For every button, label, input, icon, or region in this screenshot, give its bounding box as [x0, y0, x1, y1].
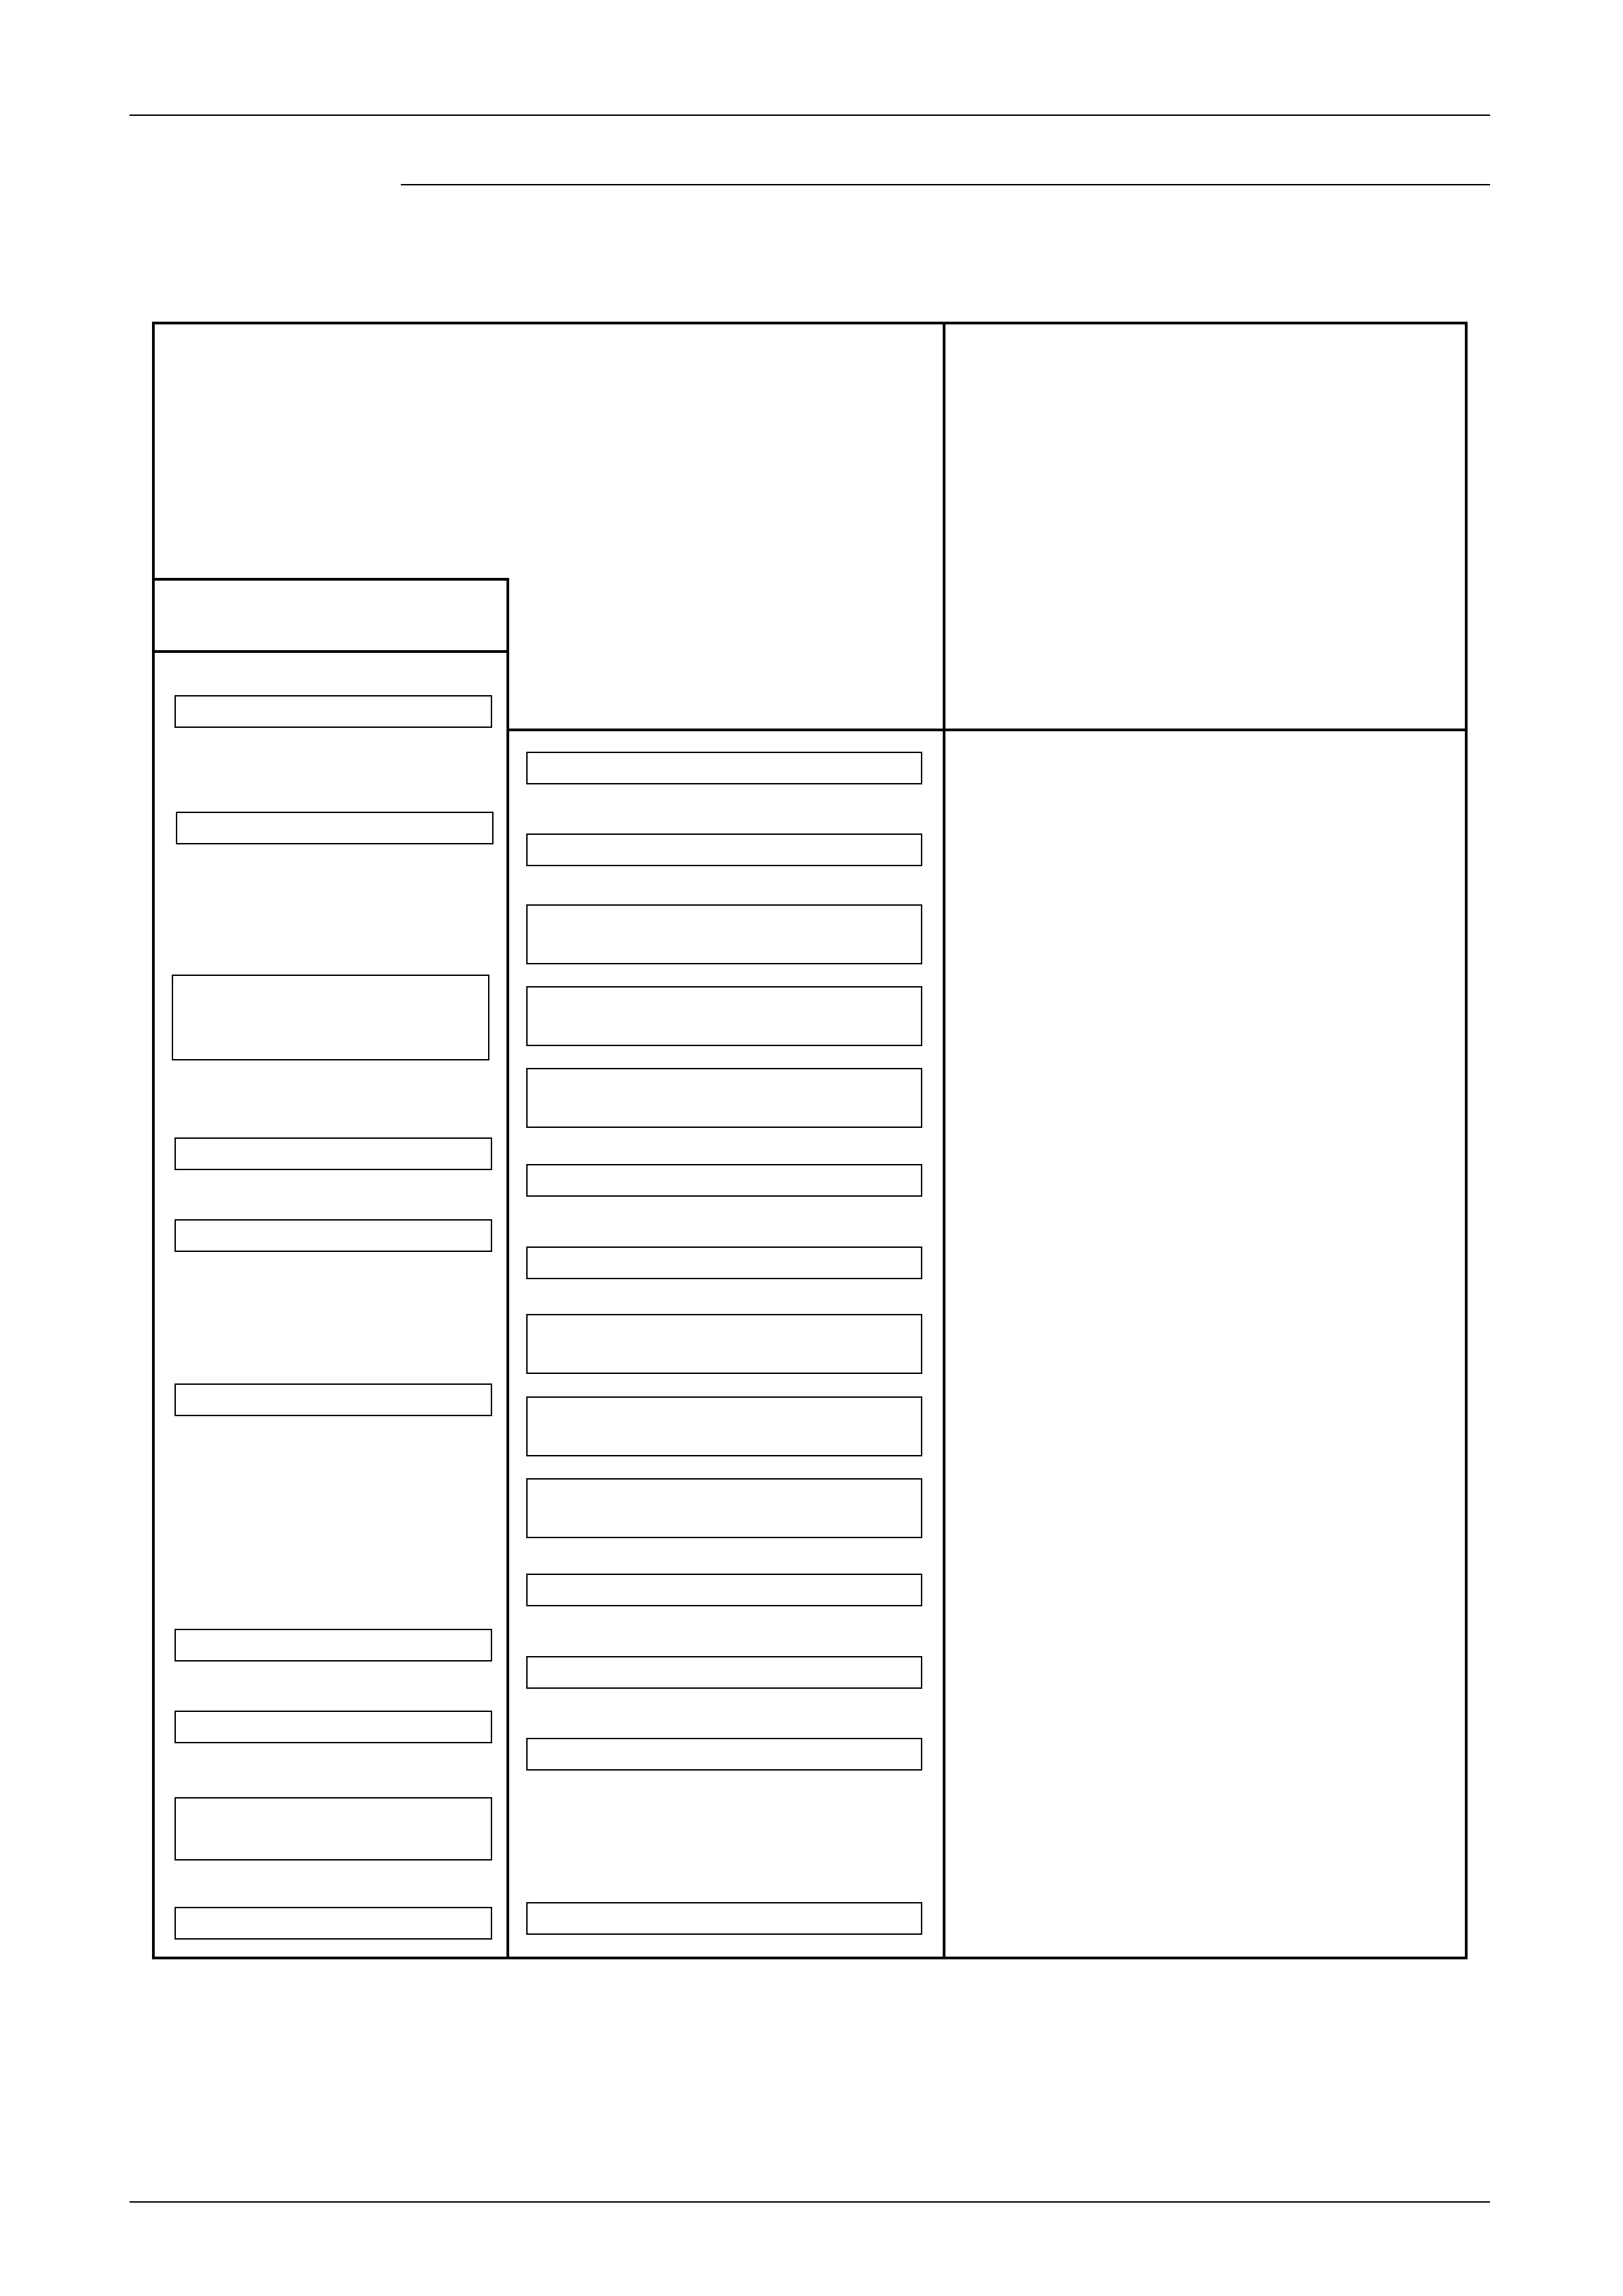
flow-step-3	[172, 975, 489, 1060]
item-box-5	[526, 1068, 922, 1128]
item-box-4	[526, 986, 922, 1046]
flow-step-4	[175, 1137, 492, 1170]
flow-step-2	[176, 812, 494, 844]
item-box-2	[526, 833, 922, 866]
flow-step-7	[175, 1629, 492, 1662]
item-box-1	[526, 752, 922, 784]
flow-step-6	[175, 1383, 492, 1416]
item-box-7	[526, 1246, 922, 1279]
flow-step-1	[175, 695, 492, 728]
item-box-11	[526, 1574, 922, 1606]
item-box-8	[526, 1314, 922, 1374]
item-box-14	[526, 1902, 922, 1935]
flow-step-5	[175, 1219, 492, 1252]
item-box-10	[526, 1478, 922, 1538]
item-box-6	[526, 1164, 922, 1197]
item-box-9	[526, 1396, 922, 1456]
flow-step-10	[175, 1907, 492, 1940]
item-box-12	[526, 1656, 922, 1689]
flow-step-8	[175, 1711, 492, 1743]
flow-step-9	[175, 1797, 492, 1861]
item-box-3	[526, 904, 922, 964]
item-box-13	[526, 1738, 922, 1771]
